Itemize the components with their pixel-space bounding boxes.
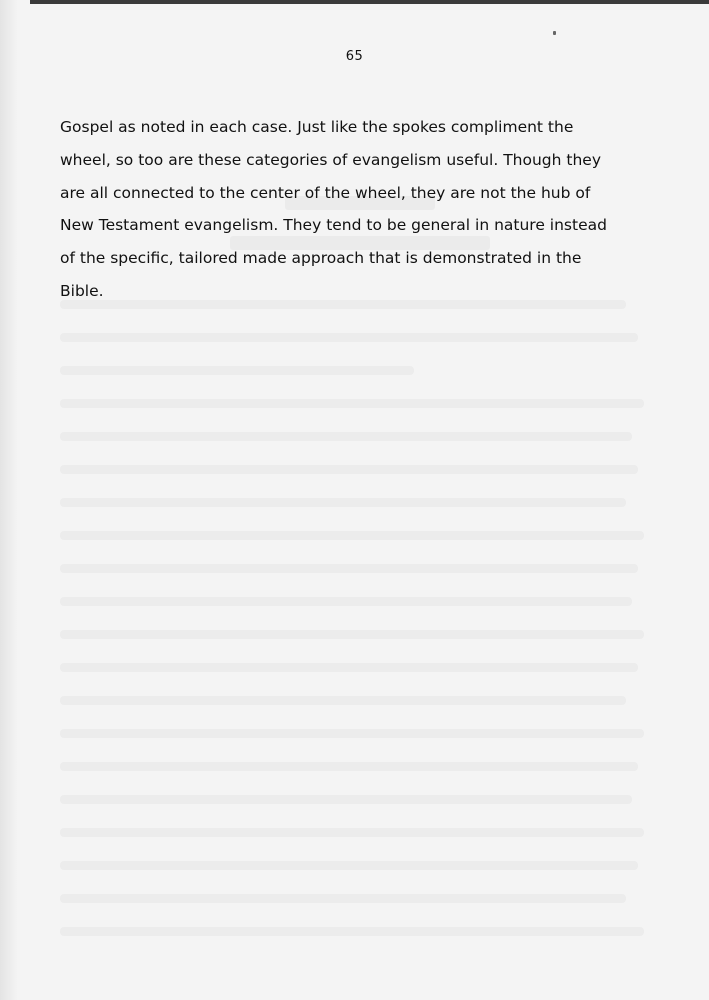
text-line: Gospel as noted in each case. Just like the spokes compliment the <box>60 118 574 136</box>
scan-top-edge <box>30 0 709 4</box>
text-line: New Testament evangelism. They tend to be general in nature instead <box>60 216 607 235</box>
text-line: are all connected to the center of the wheel, they are not the hub of <box>60 183 591 202</box>
body-paragraph <box>60 111 660 308</box>
page-number: 65 <box>345 49 364 64</box>
bleed-through-text <box>60 300 650 960</box>
scan-speck <box>553 31 556 35</box>
scan-left-shadow <box>0 0 18 1000</box>
text-line: wheel, so too are these categories of evangelism useful. Though they <box>60 150 601 169</box>
text-line: Bible. <box>60 281 104 300</box>
text-line: of the specific, tailored made approach that is demonstrated in the <box>60 249 582 268</box>
